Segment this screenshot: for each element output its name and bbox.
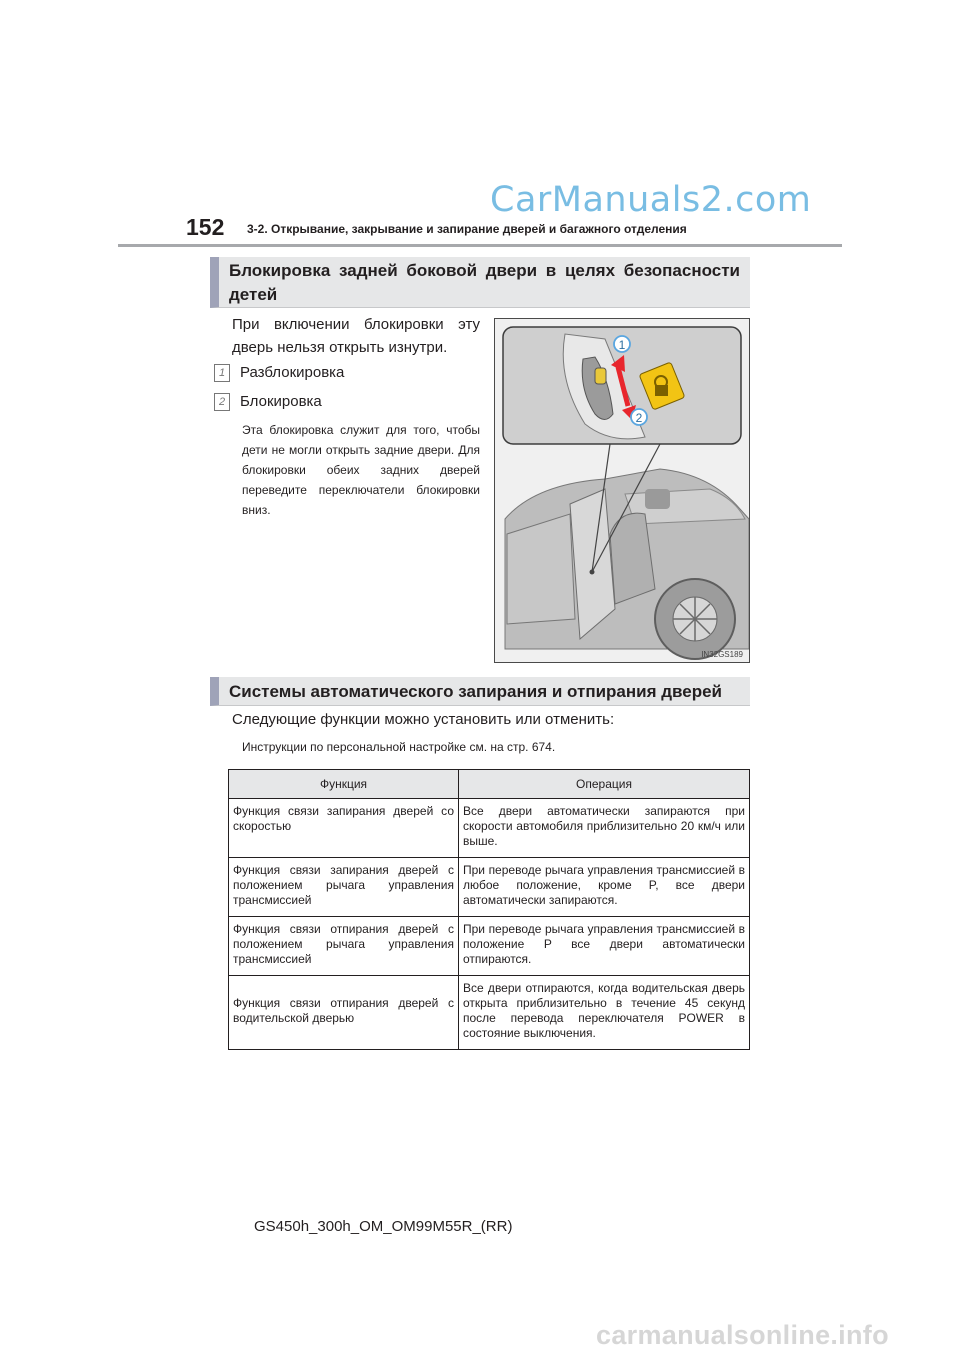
function-cell: Функция связи запирания дверей со скоростью bbox=[229, 799, 459, 858]
callout-1-icon bbox=[614, 336, 630, 352]
car-door-illustration bbox=[495, 319, 749, 662]
child-lock-illustration bbox=[494, 318, 750, 663]
header-rule bbox=[118, 244, 842, 247]
column-header-operation: Операция bbox=[459, 770, 750, 799]
chapter-title: 3-2. Открывание, закрывание и запирание дверей и багажного отделения bbox=[247, 222, 687, 236]
watermark-carmanuals2: CarManuals2.com bbox=[490, 180, 812, 220]
list-item-lock bbox=[214, 392, 322, 412]
function-cell: Функция связи отпирания дверей с водительской дверью bbox=[229, 976, 459, 1050]
functions-table bbox=[228, 769, 750, 1050]
watermark-carmanualsonline: carmanualsonline.info bbox=[596, 1320, 889, 1350]
page-number: 152 bbox=[186, 214, 225, 240]
footer-document-code: GS450h_300h_OM_OM99M55R_(RR) bbox=[254, 1218, 513, 1235]
operation-cell: При переводе рычага управления трансмиссией в любое положение, кроме P, все двери автоматически запираются. bbox=[459, 858, 750, 917]
operation-cell: При переводе рычага управления трансмиссией в положение P все двери автоматически отпираются. bbox=[459, 917, 750, 976]
callout-number-1: 1 bbox=[214, 364, 230, 382]
function-cell: Функция связи отпирания дверей с положением рычага управления трансмиссией bbox=[229, 917, 459, 976]
operation-cell: Все двери отпираются, когда водительская дверь открыта приблизительно в течение 45 секунд после перевода переключателя POWER в состояние выключения. bbox=[459, 976, 750, 1050]
child-lock-intro: При включении блокировки эту дверь нельзя открыть изнутри. bbox=[232, 316, 480, 356]
figure-code: IN32GS189 bbox=[701, 650, 743, 659]
lock-label: Блокировка bbox=[240, 393, 322, 410]
callout-1-text: 1 bbox=[618, 338, 626, 352]
callout-2-icon bbox=[631, 409, 647, 425]
child-lock-note: Эта блокировка служит для того, чтобы дети не могли открыть задние двери. Для блокировки обеих задних дверей переведите переключатели блокировки вниз. bbox=[242, 423, 480, 517]
auto-lock-note: Инструкции по персональной настройке см. на стр. 674. bbox=[242, 740, 556, 754]
column-header-function: Функция bbox=[229, 770, 459, 799]
table-header-row bbox=[229, 770, 750, 799]
function-cell: Функция связи запирания дверей с положением рычага управления трансмиссией bbox=[229, 858, 459, 917]
section-title-child-lock: Блокировка задней боковой двери в целях безопасности детей bbox=[210, 257, 750, 308]
callout-2-text: 2 bbox=[635, 411, 643, 425]
section-title-auto-lock: Системы автоматического запирания и отпирания дверей bbox=[210, 677, 750, 706]
table-row bbox=[229, 917, 750, 976]
auto-lock-intro: Следующие функции можно установить или отменить: bbox=[232, 711, 615, 728]
table-row bbox=[229, 858, 750, 917]
table-row bbox=[229, 976, 750, 1050]
table-row bbox=[229, 799, 750, 858]
unlock-label: Разблокировка bbox=[240, 364, 345, 381]
list-item-unlock bbox=[214, 363, 344, 383]
operation-cell: Все двери автоматически запираются при скорости автомобиля приблизительно 20 км/ч или выше. bbox=[459, 799, 750, 858]
callout-number-2: 2 bbox=[214, 393, 230, 411]
